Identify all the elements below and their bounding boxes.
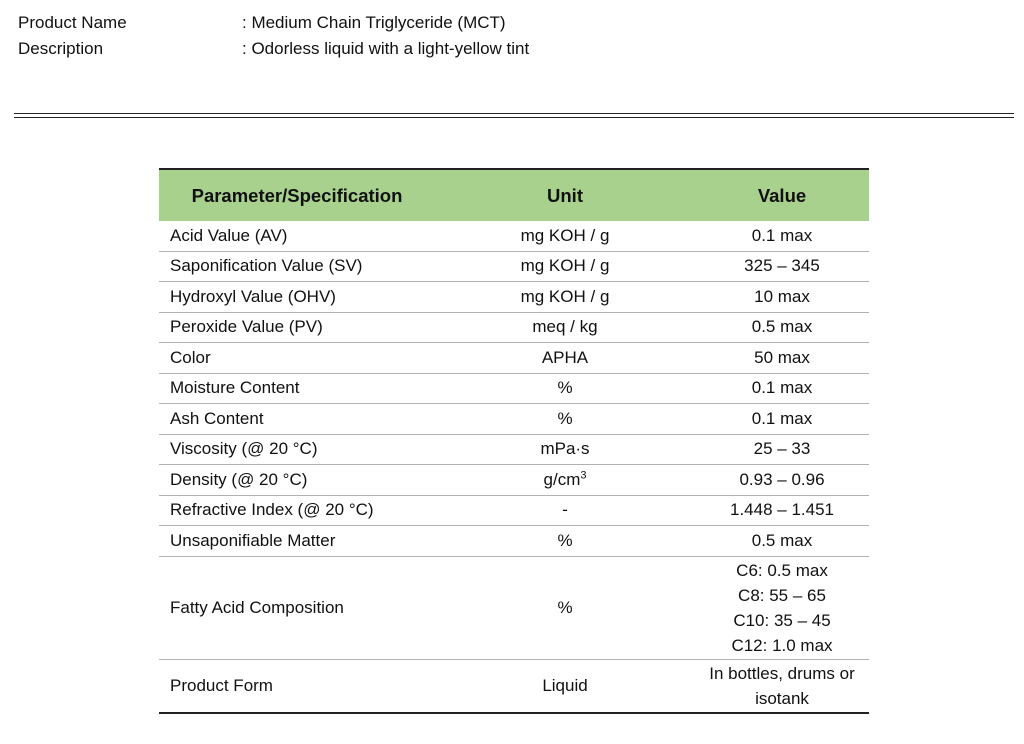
- specification-table: [159, 168, 869, 714]
- table-row: [159, 434, 869, 465]
- row-value: [695, 659, 869, 713]
- table-row: [159, 556, 869, 659]
- row-unit: %: [435, 373, 695, 404]
- table-row: [159, 404, 869, 435]
- row-unit: %: [435, 556, 695, 659]
- product-name-row: [18, 10, 529, 36]
- value-line: C12: 1.0 max: [731, 635, 833, 655]
- table-row: [159, 343, 869, 374]
- row-unit: %: [435, 526, 695, 557]
- unit-superscript: 3: [580, 469, 587, 482]
- table-row: [159, 659, 869, 713]
- row-parameter: Density (@ 20 °C): [159, 465, 435, 496]
- row-parameter: Moisture Content: [159, 373, 435, 404]
- value-line: In bottles, drums or: [709, 663, 855, 683]
- table-row: [159, 221, 869, 251]
- value-line: C6: 0.5 max: [736, 560, 828, 580]
- table-row: [159, 282, 869, 313]
- row-parameter: Peroxide Value (PV): [159, 312, 435, 343]
- row-unit: %: [435, 404, 695, 435]
- row-value: 1.448 – 1.451: [695, 495, 869, 526]
- description-value: : Odorless liquid with a light-yellow tint: [242, 39, 530, 58]
- row-parameter: Ash Content: [159, 404, 435, 435]
- row-unit: mg KOH / g: [435, 251, 695, 282]
- product-name-label: Product Name: [18, 13, 127, 32]
- row-value: [695, 556, 869, 659]
- row-parameter: Fatty Acid Composition: [159, 556, 435, 659]
- row-unit: Liquid: [435, 659, 695, 713]
- header-unit: Unit: [435, 169, 695, 221]
- table-header-row: [159, 169, 869, 221]
- row-parameter: Acid Value (AV): [159, 221, 435, 251]
- row-value: 0.1 max: [695, 404, 869, 435]
- row-value: 25 – 33: [695, 434, 869, 465]
- row-value: 10 max: [695, 282, 869, 313]
- product-name-value: : Medium Chain Triglyceride (MCT): [242, 13, 506, 32]
- row-unit: APHA: [435, 343, 695, 374]
- row-value: 0.5 max: [695, 526, 869, 557]
- row-value: 0.5 max: [695, 312, 869, 343]
- value-line: isotank: [755, 688, 809, 708]
- row-parameter: Unsaponifiable Matter: [159, 526, 435, 557]
- table-row: [159, 465, 869, 496]
- row-unit: mg KOH / g: [435, 282, 695, 313]
- description-row: [18, 36, 529, 62]
- header-parameter: Parameter/Specification: [159, 169, 435, 221]
- divider-line-bottom: [14, 117, 1014, 118]
- row-parameter: Product Form: [159, 659, 435, 713]
- value-line: C10: 35 – 45: [733, 610, 831, 630]
- row-value: 325 – 345: [695, 251, 869, 282]
- row-value: 0.93 – 0.96: [695, 465, 869, 496]
- unit-base: g/cm: [543, 469, 581, 489]
- row-parameter: Hydroxyl Value (OHV): [159, 282, 435, 313]
- value-line: C8: 55 – 65: [738, 585, 826, 605]
- row-unit: mg KOH / g: [435, 221, 695, 251]
- table-row: [159, 251, 869, 282]
- row-unit: mPa·s: [435, 434, 695, 465]
- row-value: 50 max: [695, 343, 869, 374]
- header-value: Value: [695, 169, 869, 221]
- row-value: 0.1 max: [695, 221, 869, 251]
- row-parameter: Color: [159, 343, 435, 374]
- table-row: [159, 495, 869, 526]
- row-unit: -: [435, 495, 695, 526]
- description-label: Description: [18, 39, 104, 58]
- row-parameter: Saponification Value (SV): [159, 251, 435, 282]
- table-row: [159, 526, 869, 557]
- row-value: 0.1 max: [695, 373, 869, 404]
- divider-line-top: [14, 113, 1014, 114]
- row-unit: [435, 465, 695, 496]
- table-row: [159, 373, 869, 404]
- table-row: [159, 312, 869, 343]
- row-unit: meq / kg: [435, 312, 695, 343]
- product-info: [18, 10, 529, 62]
- row-parameter: Refractive Index (@ 20 °C): [159, 495, 435, 526]
- row-parameter: Viscosity (@ 20 °C): [159, 434, 435, 465]
